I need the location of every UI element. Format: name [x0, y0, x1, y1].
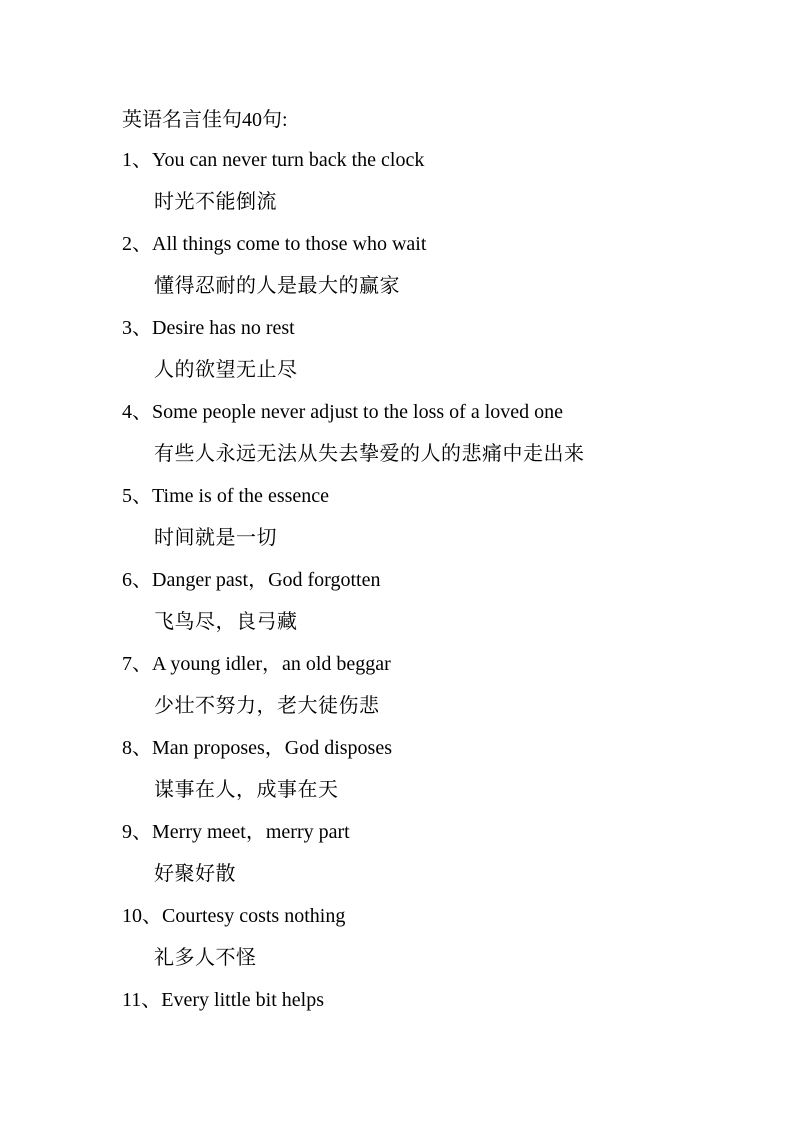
- quote-list: [0, 146, 800, 1070]
- quote-item: [0, 398, 800, 482]
- quote-english: [122, 902, 345, 930]
- quote-item: [0, 650, 800, 734]
- quote-item: [0, 818, 800, 902]
- quote-item: [0, 566, 800, 650]
- quote-number: 4、: [122, 401, 152, 423]
- quote-chinese: 有些人永远无法从失去挚爱的人的悲痛中走出来: [154, 443, 585, 465]
- quote-number: 6、: [122, 569, 152, 591]
- quote-number: 5、: [122, 485, 152, 507]
- quote-english: [122, 650, 391, 678]
- quote-item: [0, 902, 800, 986]
- quote-english-text: A young idler，an old beggar: [152, 653, 391, 675]
- quote-english: [122, 146, 424, 174]
- quote-english-text: Man proposes，God disposes: [152, 737, 392, 759]
- quote-english-text: Time is of the essence: [152, 485, 330, 507]
- quote-chinese: 时间就是一切: [154, 527, 277, 549]
- quote-item: [0, 482, 800, 566]
- quote-number: 11、: [122, 989, 162, 1011]
- quote-english: [122, 314, 295, 342]
- quote-chinese: 懂得忍耐的人是最大的赢家: [154, 275, 400, 297]
- quote-chinese: 时光不能倒流: [154, 191, 277, 213]
- quote-item: [0, 230, 800, 314]
- quote-chinese: 人的欲望无止尽: [154, 359, 298, 381]
- quote-english-text: Desire has no rest: [152, 317, 295, 339]
- quote-english-text: Danger past，God forgotten: [152, 569, 381, 591]
- quote-english: [122, 230, 426, 258]
- quote-item: [0, 314, 800, 398]
- quote-chinese: 飞鸟尽，良弓藏: [154, 611, 298, 633]
- quote-english-text: You can never turn back the clock: [152, 149, 425, 171]
- quote-chinese: 好聚好散: [154, 863, 236, 885]
- quote-chinese: 礼多人不怪: [154, 947, 257, 969]
- quote-english: [122, 566, 380, 594]
- quote-number: 8、: [122, 737, 152, 759]
- quote-number: 10、: [122, 905, 162, 927]
- quote-english-text: Some people never adjust to the loss of a loved one: [152, 401, 564, 423]
- quote-number: 1、: [122, 149, 152, 171]
- document-title: 英语名言佳句40句:: [122, 109, 288, 131]
- quote-english-text: All things come to those who wait: [152, 233, 427, 255]
- quote-item: [0, 734, 800, 818]
- quote-item: [0, 986, 800, 1070]
- quote-number: 7、: [122, 653, 152, 675]
- quote-english-text: Every little bit helps: [161, 989, 325, 1011]
- quote-english-text: Courtesy costs nothing: [162, 905, 346, 927]
- quote-english: [122, 986, 324, 1014]
- quote-number: 3、: [122, 317, 152, 339]
- quote-number: 9、: [122, 821, 152, 843]
- quote-english: [122, 818, 350, 846]
- quote-english: [122, 482, 329, 510]
- quote-english-text: Merry meet，merry part: [152, 821, 350, 843]
- quote-english: [122, 734, 392, 762]
- quote-item: [0, 146, 800, 230]
- quote-english: [122, 398, 563, 426]
- quote-number: 2、: [122, 233, 152, 255]
- quote-chinese: 谋事在人，成事在天: [154, 779, 339, 801]
- quote-chinese: 少壮不努力，老大徒伤悲: [154, 695, 380, 717]
